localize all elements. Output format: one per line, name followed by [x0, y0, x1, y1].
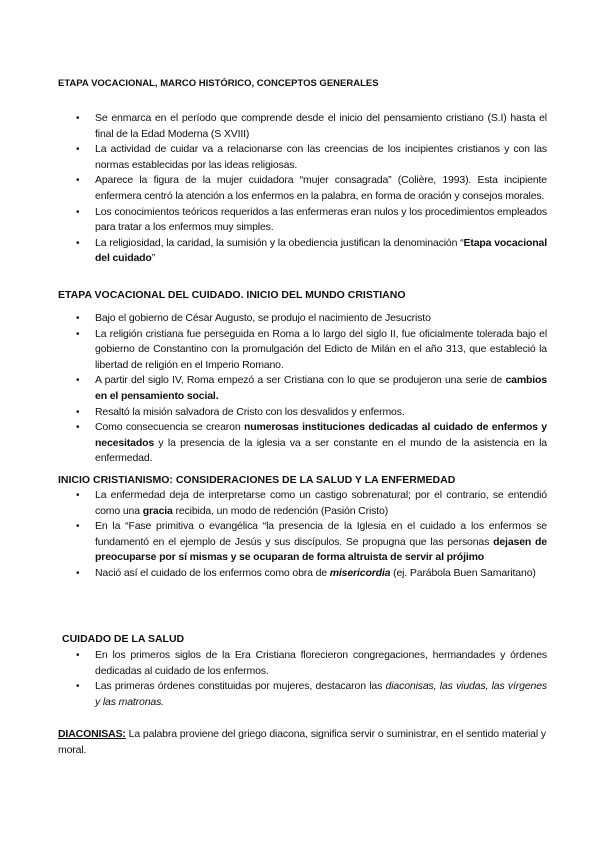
- list-item: • La religiosidad, la caridad, la sumisión y la obediencia justifican la denominación “Etapa vocacional del cuidado”: [76, 236, 547, 265]
- list-item: • Resaltó la misión salvadora de Cristo con los desvalidos y enfermos.: [0, 405, 547, 421]
- list-item: • Los conocimientos teóricos requeridos a las enfermeras eran nulos y los procedimientos empleados para tratar a los enfermos muy simples.: [76, 205, 547, 234]
- bullet-icon: •: [76, 490, 80, 501]
- list-item: • Las primeras órdenes constituidas por mujeres, destacaron las diaconisas, las viudas, las vírgenes y las matronas.: [76, 680, 547, 708]
- list-item: • Aparece la figura de la mujer cuidadora “mujer consagrada” (Colière, 1993). Esta incipiente enfermera centró la atención a los enfermos en la palabra, en forma de oración y consejos morales.: [76, 174, 547, 202]
- bullet-icon: •: [76, 206, 80, 218]
- bullet-icon: •: [76, 237, 80, 249]
- bullet-icon: •: [76, 650, 80, 661]
- bullet-list-section4: [0, 648, 547, 710]
- bullet-icon: •: [76, 328, 80, 340]
- list-item: • En la “Fase primitiva o evangélica “la presencia de la Iglesia en el cuidado a los enfermos se fundamentó en el ejemplo de Jesús y sus discípulos. Se propugna que las personas dejasen de preocuparse por sí mismas y se ocuparan de forma altruista de servir al prójimo: [76, 520, 547, 564]
- list-item: • La religión cristiana fue perseguida en Roma a lo largo del siglo II, fue oficialmente tolerada bajo el gobierno de Constantino con la promulgación del Edicto de Milán en el año 313, que estableció la libertad de religión en el Imperio Romano.: [76, 327, 547, 371]
- bullet-icon: •: [76, 681, 80, 693]
- list-item: • Se enmarca en el período que comprende desde el inicio del pensamiento cristiano (S.I) hasta el final de la Edad Moderna (S XVIII): [76, 112, 547, 140]
- list-item: • Bajo el gobierno de César Augusto, se produjo el nacimiento de Jesucristo: [0, 311, 547, 327]
- section-heading-cuidado-salud: CUIDADO DE LA SALUD: [62, 633, 185, 645]
- section-heading-inicio-cristianismo: INICIO CRISTIANISMO: CONSIDERACIONES DE LA SALUD Y LA ENFERMEDAD: [58, 474, 456, 486]
- list-item: • Nació así el cuidado de los enfermos como obra de misericordia (ej. Parábola Buen Samaritano): [0, 566, 547, 582]
- bullet-icon: •: [76, 313, 80, 324]
- diaconisas-label: DIACONISAS:: [58, 728, 126, 740]
- bullet-icon: •: [76, 567, 80, 579]
- section-heading-mundo-cristiano: ETAPA VOCACIONAL DEL CUIDADO. INICIO DEL MUNDO CRISTIANO: [58, 289, 406, 301]
- list-item: • La enfermedad deja de interpretarse como un castigo sobrenatural; por el contrario, se entendió como una gracia recibida, un modo de redención (Pasión Cristo): [76, 489, 547, 517]
- diaconisas-paragraph: DIACONISAS: La palabra proviene del griego diacona, significa servir o suministrar, en el sentido material y moral.: [58, 728, 546, 756]
- list-item: • A partir del siglo IV, Roma empezó a ser Cristiana con lo que se produjeron una serie de cambios en el pensamiento social.: [76, 374, 547, 402]
- bullet-icon: •: [76, 144, 80, 156]
- bullet-icon: •: [76, 175, 80, 187]
- bullet-list-section1: [0, 111, 547, 267]
- list-item: • Como consecuencia se crearon numerosas instituciones dedicadas al cuidado de enfermos y necesitados y la presencia de la iglesia va a ser constante en el mundo de la asistencia en la enfermedad.: [76, 421, 547, 465]
- bullet-icon: •: [76, 375, 80, 387]
- list-item: • En los primeros siglos de la Era Cristiana florecieron congregaciones, hermandades y órdenes dedicadas al cuidado de los enfermos.: [76, 649, 547, 677]
- bullet-list-section3: [0, 488, 547, 582]
- bullet-list-section2: [0, 311, 547, 467]
- section-heading-etapa-vocacional-marco: ETAPA VOCACIONAL, MARCO HISTÓRICO, CONCEPTOS GENERALES: [58, 78, 379, 89]
- bullet-icon: •: [76, 422, 80, 434]
- list-item: • La actividad de cuidar va a relacionarse con las creencias de los incipientes cristianos y con las normas establecidas por las ideas religiosas.: [76, 143, 547, 171]
- bullet-icon: •: [76, 113, 80, 124]
- bullet-icon: •: [76, 521, 80, 533]
- bullet-icon: •: [76, 406, 80, 418]
